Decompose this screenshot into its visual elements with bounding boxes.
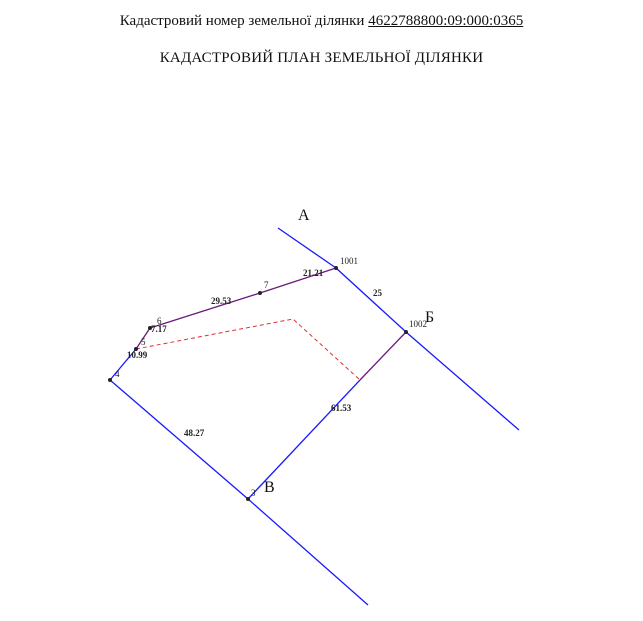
point-label-5: 5 [141, 337, 146, 347]
cadastral-number: 4622788800:09:000:0365 [368, 13, 524, 29]
distance-1001-1002: 25 [373, 288, 382, 298]
segment-3-4 [110, 380, 248, 499]
inner-dashed-line [136, 319, 360, 380]
neighbor-line-a [278, 228, 336, 268]
point-label-3: 3 [251, 488, 256, 498]
vertex-7 [258, 291, 262, 295]
distance-6-7: 29.53 [211, 296, 232, 306]
distance-5-6: 7.17 [151, 324, 167, 334]
neighbor-label-a: А [298, 207, 310, 224]
neighbor-line-v-lower [248, 499, 368, 605]
segment-1001-1002 [336, 268, 406, 332]
plan-title: КАДАСТРОВИЙ ПЛАН ЗЕМЕЛЬНОЇ ДІЛЯНКИ [159, 50, 484, 66]
vertex-1002 [404, 330, 408, 334]
point-label-1001: 1001 [340, 256, 358, 266]
point-label-6: 6 [157, 316, 162, 326]
segment-7-1001 [260, 268, 336, 293]
vertex-1001 [334, 266, 338, 270]
vertex-3 [246, 497, 250, 501]
vertex-4 [108, 378, 112, 382]
distance-1002-3: 61.53 [331, 403, 352, 413]
point-label-7: 7 [264, 280, 269, 290]
neighbor-line-b [406, 332, 519, 430]
point-label-1002: 1002 [409, 319, 427, 329]
segment-1002-3-upper [360, 332, 406, 380]
point-label-4: 4 [115, 369, 120, 379]
neighbor-label-b: Б [425, 309, 435, 326]
distance-4-5: 10.99 [127, 350, 148, 360]
cadastral-label: Кадастровий номер земельної ділянки [119, 13, 365, 29]
distance-7-1001: 21.21 [303, 268, 324, 278]
distance-3-4: 48.27 [184, 428, 205, 438]
neighbor-label-v: В [264, 479, 275, 496]
segment-6-7 [150, 293, 260, 328]
